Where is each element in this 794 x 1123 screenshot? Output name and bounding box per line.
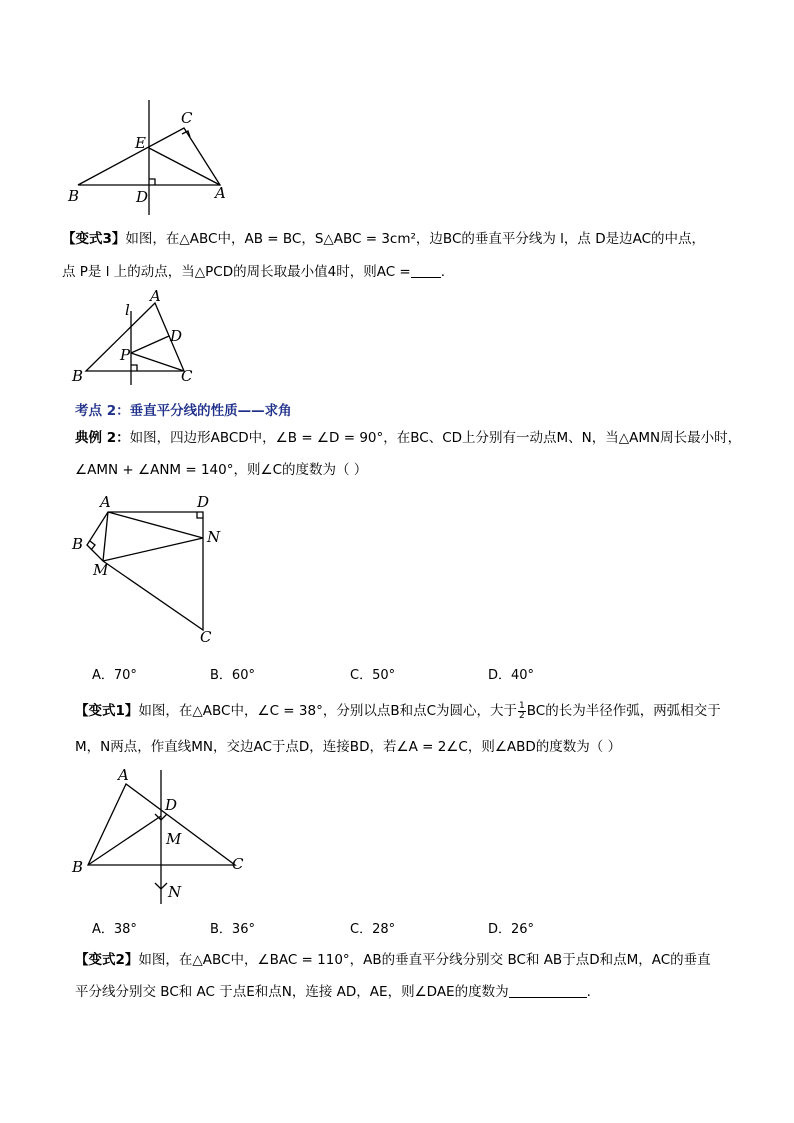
variant3-line2 — [62, 262, 445, 282]
label-c: C — [181, 109, 193, 127]
example2-text-2: ∠AMN + ∠ANM = 140°，则∠C的度数为（ ） — [75, 462, 368, 478]
option-c[interactable]: C．28° — [350, 922, 396, 937]
option-b[interactable]: B．60° — [210, 668, 255, 683]
variant1-tag: 【变式1】 — [75, 703, 139, 719]
segment-pc — [131, 353, 184, 371]
figure-4-triangle — [60, 762, 260, 912]
label-m: M — [166, 830, 182, 848]
variant2-text-1: 如图，在△ABC中，∠BAC = 110°，AB的垂直平分线分别交 BC和 AB于点D和点M，AC的垂直 — [138, 952, 711, 968]
option-d[interactable]: D．40° — [488, 668, 535, 683]
label-c: C — [181, 367, 193, 385]
segment-pd — [131, 336, 169, 353]
variant3-tag: 【变式3】 — [62, 231, 126, 247]
segment-mn — [103, 538, 203, 561]
variant2-text-2: 平分线分别交 BC和 AC 于点E和点N，连接 AD，AE，则∠DAE的度数为 — [75, 984, 509, 1000]
label-c: C — [232, 855, 244, 873]
fraction-one-half — [518, 702, 526, 721]
variant2-line1 — [75, 950, 711, 970]
answer-blank[interactable] — [509, 983, 587, 998]
right-angle-mark — [131, 365, 137, 371]
label-a: A — [118, 766, 129, 784]
label-c: C — [200, 628, 212, 646]
figure-3-quadrilateral — [60, 490, 230, 650]
example2-line2 — [75, 460, 367, 480]
example2-tag: 典例 2： — [75, 430, 130, 446]
variant2-line2 — [75, 982, 591, 1002]
option-a[interactable]: A．70° — [92, 668, 137, 683]
segment-ea — [149, 148, 220, 185]
variant1-line2 — [75, 737, 621, 757]
fraction-denominator: 2 — [519, 710, 525, 721]
example2-text-1: 如图，四边形ABCD中，∠B = ∠D = 90°，在BC、CD上分别有一动点M、N，当△AMN周长最小时， — [129, 430, 742, 446]
answer-blank[interactable] — [411, 263, 441, 278]
variant2-tag: 【变式2】 — [75, 952, 139, 968]
label-d: D — [136, 188, 149, 206]
label-b: B — [68, 187, 80, 205]
label-b: B — [72, 535, 84, 553]
option-a[interactable]: A．38° — [92, 922, 137, 937]
option-d[interactable]: D．26° — [488, 922, 535, 937]
example2-line1 — [75, 428, 741, 448]
label-p: P — [120, 346, 131, 364]
label-d: D — [197, 493, 210, 511]
label-d: D — [170, 327, 183, 345]
variant1-text-1a: 如图，在△ABC中，∠C = 38°，分别以点B和点C为圆心，大于 — [138, 703, 518, 719]
variant2-end: . — [586, 984, 591, 1000]
label-a: A — [215, 184, 226, 202]
option-b[interactable]: B．36° — [210, 922, 255, 937]
right-angle-mark-d — [197, 512, 203, 518]
label-b: B — [72, 858, 84, 876]
variant1-text-2: M，N两点，作直线MN，交边AC于点D，连接BD，若∠A = 2∠C，则∠ABD的度数为（ ） — [75, 739, 622, 755]
variant3-text-1: 如图，在△ABC中，AB = BC，S△ABC = 3cm²，边BC的垂直平分线为 l，点 D是边AC的中点， — [125, 231, 706, 247]
label-m: M — [93, 561, 109, 579]
label-a: A — [150, 287, 161, 305]
option-c[interactable]: C．50° — [350, 668, 396, 683]
label-n: N — [168, 883, 182, 901]
variant3-line1 — [62, 229, 705, 249]
label-d: D — [165, 796, 178, 814]
label-n: N — [207, 528, 221, 546]
figure-1-triangle — [60, 95, 240, 220]
variant1-text-1b: BC的长为半径作弧，两弧相交于 — [526, 703, 721, 719]
figure-2-triangle — [60, 285, 210, 390]
label-e: E — [135, 134, 146, 152]
right-angle-mark-d — [149, 179, 155, 185]
segment-an — [108, 512, 203, 538]
label-b: B — [72, 367, 84, 385]
label-a: A — [100, 493, 111, 511]
section-heading: 考点 2：垂直平分线的性质——求角 — [75, 403, 292, 419]
label-l: l — [125, 301, 130, 319]
variant3-end: . — [440, 264, 446, 280]
fraction-numerator: 1 — [519, 700, 525, 711]
variant3-text-2: 点 P是 l 上的动点，当△PCD的周长取最小值4时，则AC = — [62, 264, 411, 280]
variant1-line1 — [75, 701, 721, 721]
